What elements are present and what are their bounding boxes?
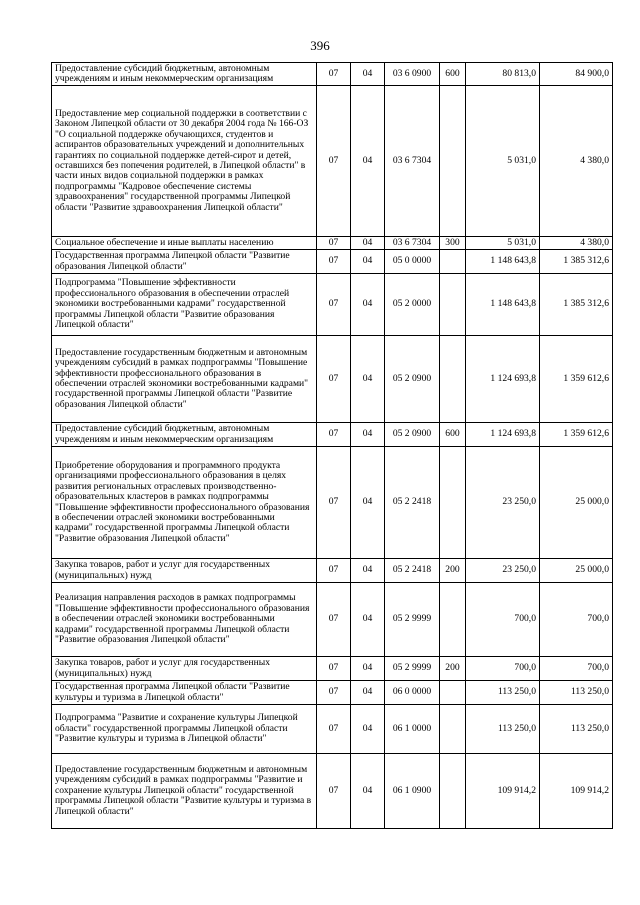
amount-year-1: 1 124 693,8 xyxy=(466,336,540,423)
expense-type-code: 200 xyxy=(440,559,466,583)
expense-type-code xyxy=(440,681,466,705)
expense-type-code: 200 xyxy=(440,657,466,681)
expense-type-code xyxy=(440,274,466,336)
target-item-code: 05 2 0000 xyxy=(385,274,440,336)
section-code: 07 xyxy=(317,63,351,86)
target-item-code: 06 1 0000 xyxy=(385,705,440,754)
section-code: 07 xyxy=(317,274,351,336)
expense-type-code xyxy=(440,336,466,423)
subsection-code: 04 xyxy=(351,583,385,657)
amount-year-2: 84 900,0 xyxy=(540,63,613,86)
table-row xyxy=(52,657,613,681)
expense-type-code xyxy=(440,86,466,237)
amount-year-2: 1 359 612,6 xyxy=(540,336,613,423)
line-item-name: Государственная программа Липецкой области "Развитие образования Липецкой области" xyxy=(52,250,317,274)
target-item-code: 03 6 0900 xyxy=(385,63,440,86)
table-row xyxy=(52,86,613,237)
amount-year-2: 25 000,0 xyxy=(540,447,613,559)
amount-year-1: 1 148 643,8 xyxy=(466,250,540,274)
amount-year-2: 25 000,0 xyxy=(540,559,613,583)
expense-type-code: 600 xyxy=(440,63,466,86)
table-row xyxy=(52,705,613,754)
amount-year-2: 4 380,0 xyxy=(540,237,613,250)
line-item-name: Предоставление субсидий бюджетным, автономным учреждениям и иным некоммерческим организациям xyxy=(52,63,317,86)
expense-type-code xyxy=(440,583,466,657)
line-item-name: Социальное обеспечение и иные выплаты населению xyxy=(52,237,317,250)
subsection-code: 04 xyxy=(351,423,385,447)
subsection-code: 04 xyxy=(351,447,385,559)
amount-year-1: 23 250,0 xyxy=(466,559,540,583)
amount-year-2: 113 250,0 xyxy=(540,705,613,754)
section-code: 07 xyxy=(317,583,351,657)
table-row xyxy=(52,559,613,583)
page-number: 396 xyxy=(310,38,330,53)
expense-type-code xyxy=(440,447,466,559)
section-code: 07 xyxy=(317,250,351,274)
table-row xyxy=(52,583,613,657)
section-code: 07 xyxy=(317,754,351,829)
subsection-code: 04 xyxy=(351,657,385,681)
table-row xyxy=(52,754,613,829)
subsection-code: 04 xyxy=(351,250,385,274)
subsection-code: 04 xyxy=(351,86,385,237)
section-code: 07 xyxy=(317,657,351,681)
line-item-name: Предоставление государственным бюджетным и автономным учреждениям субсидий в рамках подпрограммы "Развитие и сохранение культуры Липецкой области" государственной программы Липецкой области "Развитие культуры и туризма в Липецкой области" xyxy=(52,754,317,829)
table-row xyxy=(52,423,613,447)
target-item-code: 05 0 0000 xyxy=(385,250,440,274)
amount-year-1: 23 250,0 xyxy=(466,447,540,559)
line-item-name: Подпрограмма "Развитие и сохранение культуры Липецкой области" государственной программы Липецкой области "Развитие культуры и туризма в Липецкой области" xyxy=(52,705,317,754)
expense-type-code: 600 xyxy=(440,423,466,447)
budget-table xyxy=(51,62,613,829)
target-item-code: 05 2 0900 xyxy=(385,336,440,423)
target-item-code: 05 2 9999 xyxy=(385,657,440,681)
section-code: 07 xyxy=(317,423,351,447)
target-item-code: 05 2 2418 xyxy=(385,559,440,583)
expense-type-code xyxy=(440,250,466,274)
amount-year-2: 700,0 xyxy=(540,583,613,657)
amount-year-1: 113 250,0 xyxy=(466,705,540,754)
amount-year-2: 1 385 312,6 xyxy=(540,274,613,336)
expense-type-code xyxy=(440,705,466,754)
target-item-code: 03 6 7304 xyxy=(385,237,440,250)
subsection-code: 04 xyxy=(351,336,385,423)
line-item-name: Реализация направления расходов в рамках подпрограммы "Повышение эффективности профессионального образования в обеспечении отраслей экономики востребованными кадрами" государственной программы Липецкой области "Развитие образования Липецкой области" xyxy=(52,583,317,657)
amount-year-1: 700,0 xyxy=(466,583,540,657)
target-item-code: 05 2 2418 xyxy=(385,447,440,559)
section-code: 07 xyxy=(317,447,351,559)
budget-table-body xyxy=(52,63,613,829)
amount-year-1: 5 031,0 xyxy=(466,86,540,237)
table-row xyxy=(52,237,613,250)
line-item-name: Государственная программа Липецкой области "Развитие культуры и туризма в Липецкой области" xyxy=(52,681,317,705)
subsection-code: 04 xyxy=(351,237,385,250)
line-item-name: Предоставление мер социальной поддержки в соответствии с Законом Липецкой области от 30 декабря 2004 года № 166-ОЗ "О социальной поддержке обучающихся, студентов и аспирантов образовательных учреждений и дополнительных гарантиях по социальной поддержке детей-сирот и детей, оставшихся без попечения родителей, в Липецкой области" в части иных видов социальной поддержки в рамках подпрограммы "Кадровое обеспечение системы здравоохранения" государственной программы Липецкой области "Развитие здравоохранения Липецкой области" xyxy=(52,86,317,237)
line-item-name: Закупка товаров, работ и услуг для государственных (муниципальных) нужд xyxy=(52,657,317,681)
amount-year-2: 4 380,0 xyxy=(540,86,613,237)
amount-year-1: 1 124 693,8 xyxy=(466,423,540,447)
target-item-code: 06 1 0900 xyxy=(385,754,440,829)
amount-year-1: 109 914,2 xyxy=(466,754,540,829)
amount-year-2: 109 914,2 xyxy=(540,754,613,829)
table-row xyxy=(52,681,613,705)
table-row xyxy=(52,336,613,423)
line-item-name: Предоставление субсидий бюджетным, автономным учреждениям и иным некоммерческим организациям xyxy=(52,423,317,447)
target-item-code: 03 6 7304 xyxy=(385,86,440,237)
table-row xyxy=(52,63,613,86)
subsection-code: 04 xyxy=(351,754,385,829)
section-code: 07 xyxy=(317,559,351,583)
target-item-code: 06 0 0000 xyxy=(385,681,440,705)
subsection-code: 04 xyxy=(351,274,385,336)
section-code: 07 xyxy=(317,681,351,705)
expense-type-code xyxy=(440,754,466,829)
amount-year-2: 700,0 xyxy=(540,657,613,681)
amount-year-1: 80 813,0 xyxy=(466,63,540,86)
table-row xyxy=(52,274,613,336)
line-item-name: Закупка товаров, работ и услуг для государственных (муниципальных) нужд xyxy=(52,559,317,583)
line-item-name: Подпрограмма "Повышение эффективности профессионального образования в обеспечении отраслей экономики востребованными кадрами" государственной программы Липецкой области "Развитие образования Липецкой области" xyxy=(52,274,317,336)
section-code: 07 xyxy=(317,86,351,237)
section-code: 07 xyxy=(317,336,351,423)
amount-year-1: 113 250,0 xyxy=(466,681,540,705)
table-row xyxy=(52,447,613,559)
target-item-code: 05 2 0900 xyxy=(385,423,440,447)
line-item-name: Приобретение оборудования и программного продукта организациями профессионального образования в целях развития региональных отраслевых производственно-образовательных кластеров в рамках подпрограммы "Повышение эффективности профессионального образования в обеспечении отраслей экономики востребованными кадрами" государственной программы Липецкой области "Развитие образования Липецкой области" xyxy=(52,447,317,559)
subsection-code: 04 xyxy=(351,705,385,754)
section-code: 07 xyxy=(317,237,351,250)
amount-year-2: 1 359 612,6 xyxy=(540,423,613,447)
target-item-code: 05 2 9999 xyxy=(385,583,440,657)
subsection-code: 04 xyxy=(351,681,385,705)
section-code: 07 xyxy=(317,705,351,754)
subsection-code: 04 xyxy=(351,63,385,86)
amount-year-2: 113 250,0 xyxy=(540,681,613,705)
table-row xyxy=(52,250,613,274)
amount-year-1: 5 031,0 xyxy=(466,237,540,250)
amount-year-1: 1 148 643,8 xyxy=(466,274,540,336)
amount-year-2: 1 385 312,6 xyxy=(540,250,613,274)
expense-type-code: 300 xyxy=(440,237,466,250)
line-item-name: Предоставление государственным бюджетным и автономным учреждениям субсидий в рамках подпрограммы "Повышение эффективности профессионального образования в обеспечении отраслей экономики востребованными кадрами" государственной программы Липецкой области "Развитие образования Липецкой области" xyxy=(52,336,317,423)
subsection-code: 04 xyxy=(351,559,385,583)
amount-year-1: 700,0 xyxy=(466,657,540,681)
